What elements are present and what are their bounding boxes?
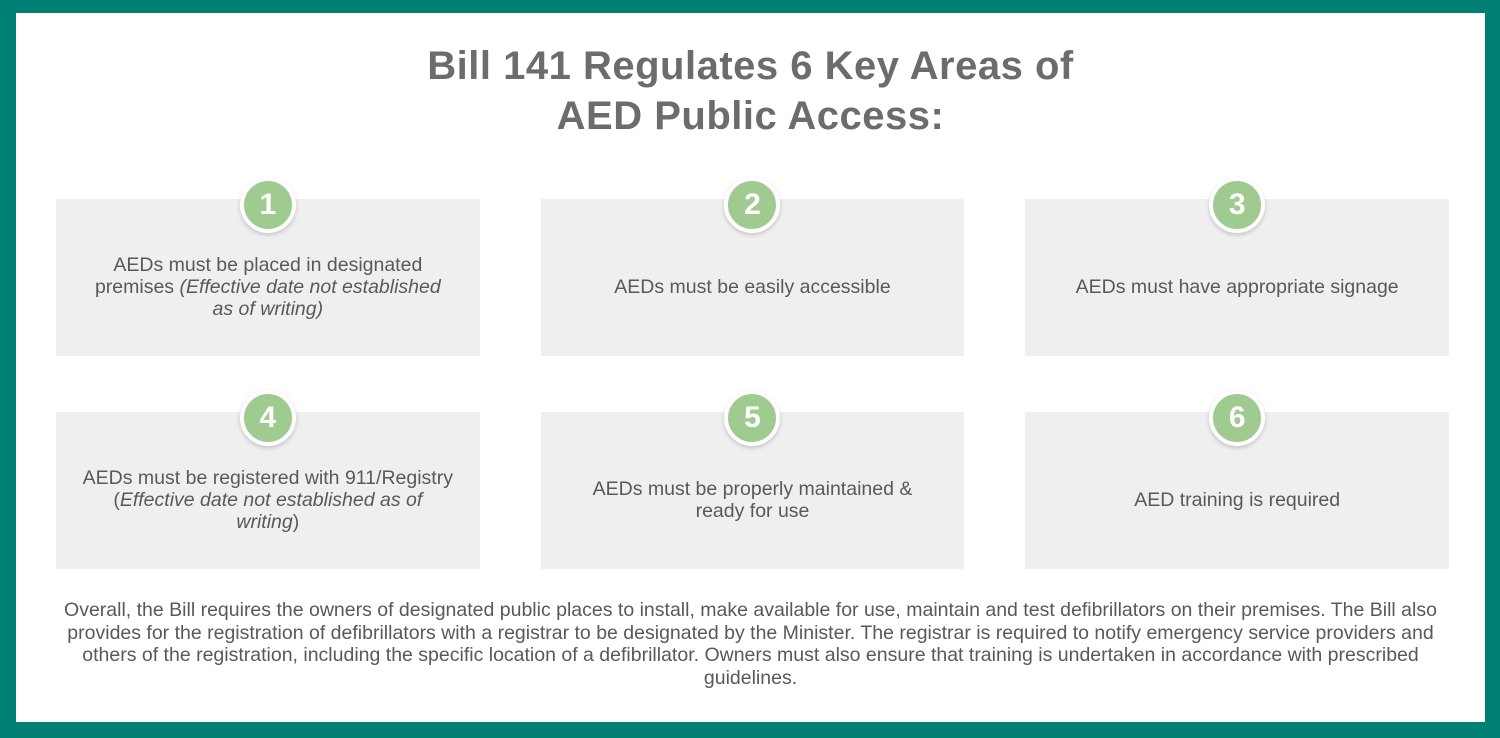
- card-area-1: [56, 188, 480, 356]
- page-title-line1: Bill 141 Regulates 6 Key Areas of: [427, 44, 1074, 88]
- page-title-line2: AED Public Access:: [556, 94, 945, 138]
- number-badge-2: 2: [724, 177, 780, 233]
- card-text-5: [541, 446, 965, 569]
- summary-paragraph: Overall, the Bill requires the owners of designated public places to install, make available for use, maintain and test defibrillators on their premises. The Bill also provides for the registration of defibrillators with a registrar to be designated by the Minister. The registrar is required to notify emergency service providers and others of the registration, including the specific location of a defibrillator. Owners must also ensure that training is undertaken in accordance with prescribed guidelines.: [64, 599, 1437, 689]
- card-text-6-content: AED training is required: [1134, 488, 1341, 511]
- card-text-3-content: AEDs must have appropriate signage: [1075, 275, 1399, 298]
- card-text-2: [588, 233, 916, 356]
- card-text-1-content: AEDs must be placed in designated premises (Effective date not established as of writing): [94, 253, 441, 320]
- key-areas-grid: [56, 188, 1449, 569]
- card-area-2: [541, 188, 965, 356]
- number-badge-4: 4: [240, 390, 296, 446]
- card-text-1: [56, 233, 480, 356]
- card-text-3: [1050, 233, 1425, 356]
- card-text-4-content: AEDs must be registered with 911/Registry (Effective date not established as of writing): [82, 466, 453, 533]
- number-badge-6: 6: [1209, 390, 1265, 446]
- card-area-4: [56, 401, 480, 569]
- number-badge-3: 3: [1209, 177, 1265, 233]
- card-text-4: [56, 446, 480, 569]
- card-text-5-content: AEDs must be properly maintained & ready for use: [592, 477, 913, 522]
- card-area-5: [541, 401, 965, 569]
- card-area-6: [1025, 401, 1449, 569]
- card-text-2-content: AEDs must be easily accessible: [614, 275, 891, 298]
- page-title: [16, 41, 1485, 141]
- number-badge-1: 1: [240, 177, 296, 233]
- card-text-6: [1108, 446, 1366, 569]
- number-badge-5: 5: [724, 390, 780, 446]
- card-area-3: [1025, 188, 1449, 356]
